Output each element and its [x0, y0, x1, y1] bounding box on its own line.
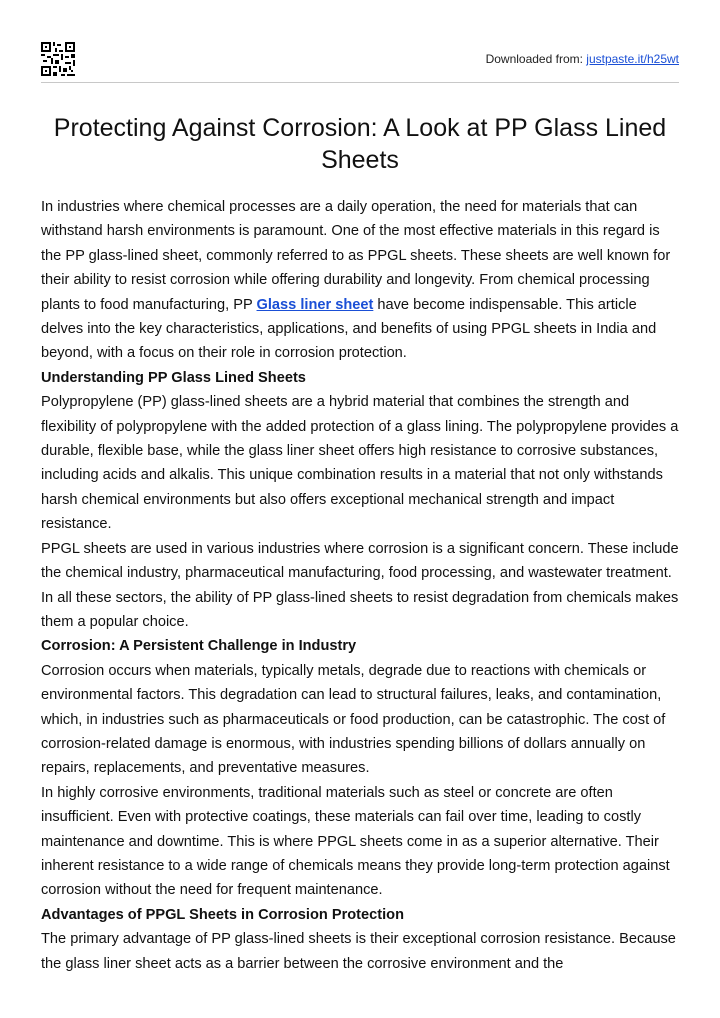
section-heading-corrosion: Corrosion: A Persistent Challenge in Industry	[41, 638, 357, 655]
glass-liner-sheet-link[interactable]: Glass liner sheet	[256, 296, 374, 313]
section1-paragraph-2: PPGL sheets are used in various industries where corrosion is a significant concern. These include the chemical industry, pharmaceutical manufacturing, food processing, and wastewater treatment. In all these sectors, the ability of PP glass-lined sheets to resist degradation from chemicals makes them a popular choice.	[41, 540, 679, 630]
section-heading-advantages: Advantages of PPGL Sheets in Corrosion Protection	[41, 906, 405, 923]
section-heading-understanding: Understanding PP Glass Lined Sheets	[41, 369, 306, 386]
article-title: Protecting Against Corrosion: A Look at PP Glass Lined Sheets	[53, 114, 667, 174]
qr-code-icon	[41, 42, 75, 76]
header-divider	[41, 82, 679, 83]
download-source-label: Downloaded from:	[485, 52, 587, 66]
download-source	[486, 52, 679, 66]
intro-text-after-link: have become indispensable. This article delves into the key characteristics, applications, and benefits of using PPGL sheets in India and beyond, with a focus on their role in corrosion protection.	[41, 296, 657, 362]
download-source-link[interactable]: justpaste.it/h25wt	[586, 52, 679, 66]
section2-paragraph-2: In highly corrosive environments, traditional materials such as steel or concrete are often insufficient. Even with protective coatings, these materials can fail over time, leading to costly maintenance and downtime. This is where PPGL sheets come in as a superior alternative. Their inherent resistance to a wide range of chemicals means they provide long-term protection against corrosion without the need for frequent maintenance.	[41, 784, 670, 899]
section3-paragraph-1: The primary advantage of PP glass-lined sheets is their exceptional corrosion resistance. Because the glass liner sheet acts as a barrier between the corrosive environment and the	[41, 931, 676, 972]
intro-paragraph	[41, 195, 682, 366]
section2-paragraph-1: Corrosion occurs when materials, typically metals, degrade due to reactions with chemicals or environmental factors. This degradation can lead to structural failures, leaks, and contamination, which, in industries such as pharmaceuticals or food production, can be catastrophic. The cost of corrosion-related damage is enormous, with industries spending billions of dollars annually on repairs, replacements, and preventative measures.	[41, 662, 666, 777]
intro-text-before-link: In industries where chemical processes are a daily operation, the need for materials that can withstand harsh environments is paramount. One of the most effective materials in this regard is the PP glass-lined sheet, commonly referred to as PPGL sheets. These sheets are well known for their ability to resist corrosion while offering durability and longevity. From chemical processing plants to food manufacturing, PP	[41, 199, 671, 313]
article-body	[41, 195, 682, 976]
section1-paragraph-1: Polypropylene (PP) glass-lined sheets are a hybrid material that combines the strength and flexibility of polypropylene with the added protection of a glass lining. The polypropylene provides a durable, flexible base, while the glass liner sheet offers high resistance to corrosive substances, including acids and alkalis. This unique combination results in a material that not only withstands harsh chemical environments but also offers exceptional mechanical strength and impact resistance.	[41, 394, 679, 533]
